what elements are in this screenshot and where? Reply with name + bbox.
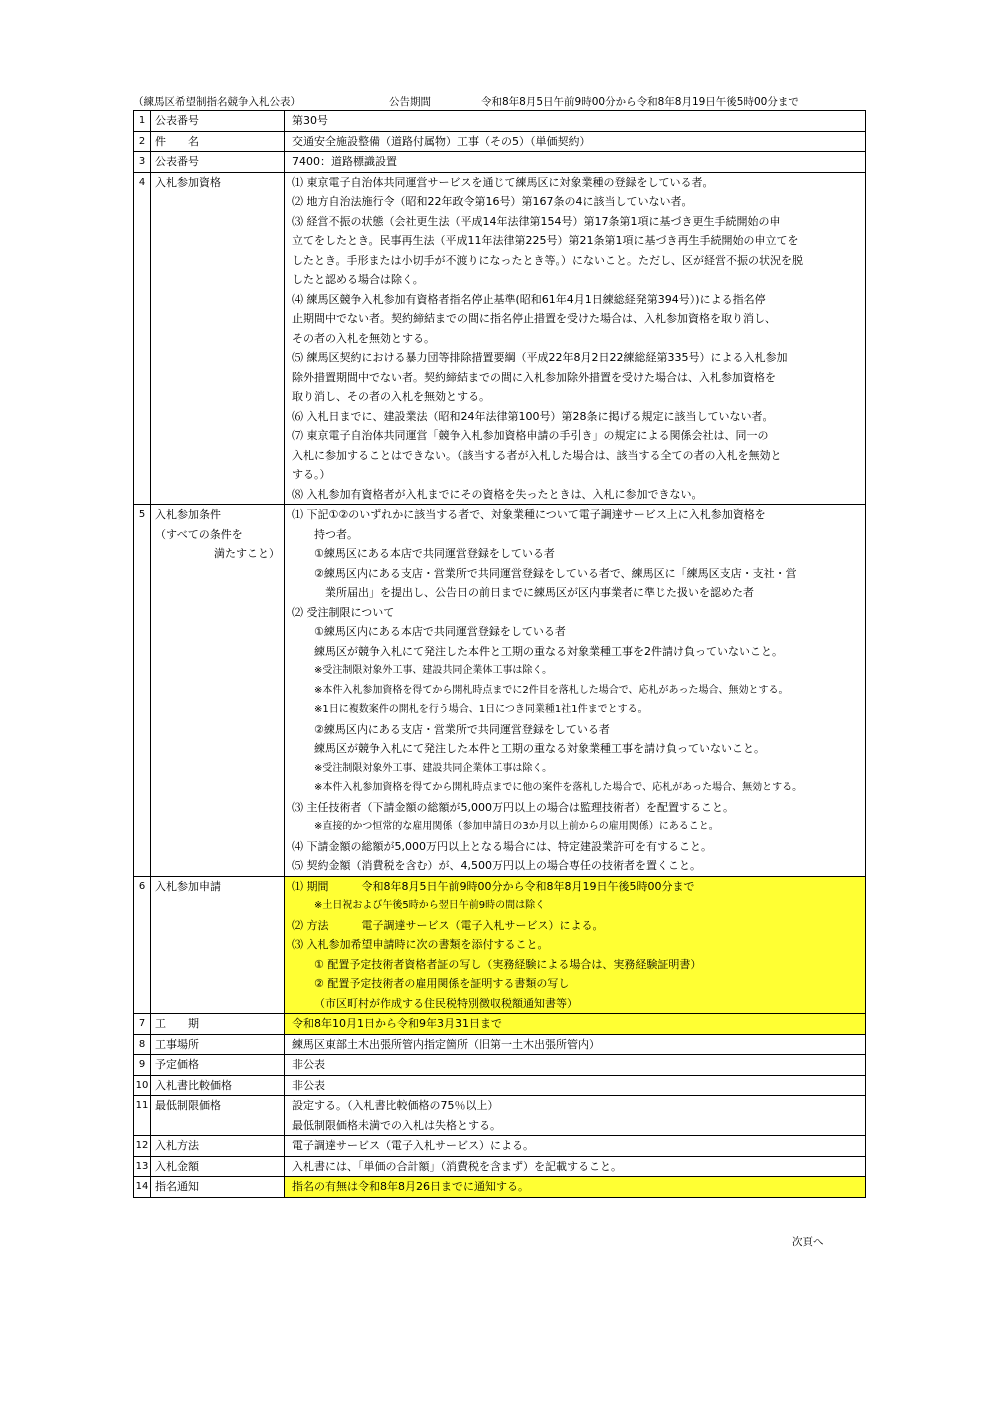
row-content [285, 505, 866, 877]
row-label-line: 指名通知 [155, 1180, 199, 1193]
row-label-line: 入札金額 [155, 1159, 199, 1173]
content-line: したとき。手形または小切手が不渡りになったとき等。）にないこと。ただし、区が経営不振の状況を脱 [292, 253, 804, 267]
row-number: 6 [134, 876, 151, 1014]
table-row [134, 131, 866, 152]
content-line: ※本件入札参加資格を得てから開札時点までに他の案件を落札した場合で、応札があった場合、無効とする。 [314, 782, 803, 793]
row-label-line: 公表番号 [155, 155, 199, 168]
row-label-line: 工 期 [155, 1017, 199, 1030]
bid-notice-table [133, 110, 866, 1198]
content-line: 練馬区東部土木出張所管内指定箇所（旧第一土木出張所管内） [292, 1037, 600, 1051]
row-label [151, 876, 285, 1014]
content-line: ⑷ 下請金額の総額が5,000万円以上となる場合には、特定建設業許可を有すること。 [292, 839, 712, 853]
content-line: 令和8年10月1日から令和9年3月31日まで [292, 1017, 502, 1030]
content-line: ⑸ 練馬区契約における暴力団等排除措置要綱（平成22年8月2日22練総経第335号）による入札参加 [292, 351, 788, 364]
content-line: ⑵ 方法 電子調達サービス（電子入札サービス）による。 [292, 918, 604, 932]
row-content [285, 111, 866, 132]
table-row [134, 1034, 866, 1055]
table-row [134, 1177, 866, 1198]
content-line: ⑻ 入札参加有資格者が入札までにその資格を失ったときは、入札に参加できない。 [292, 487, 703, 501]
content-line: 練馬区が競争入札にて発注した本件と工期の重なる対象業種工事を2件請け負っていないこと。 [314, 644, 783, 658]
content-line: ⑴ 期間 令和8年8月5日午前9時00分から令和8年8月19日午後5時00分まで [292, 879, 695, 893]
table-row [134, 1055, 866, 1076]
table-row [134, 1075, 866, 1096]
row-number: 3 [134, 152, 151, 173]
row-label [151, 1034, 285, 1055]
content-line: ①練馬区内にある本店で共同運営登録をしている者 [314, 625, 566, 638]
row-label [151, 131, 285, 152]
row-label-line: 最低制限価格 [155, 1099, 221, 1112]
content-line: ⑶ 主任技術者（下請金額の総額が5,000万円以上の場合は監理技術者）を配置すること。 [292, 800, 734, 814]
row-label-line: 入札参加資格 [155, 175, 221, 189]
content-line: する。） [292, 468, 331, 481]
row-label [151, 1156, 285, 1177]
row-content [285, 1096, 866, 1136]
row-label [151, 1096, 285, 1136]
row-content [285, 152, 866, 173]
row-content [285, 876, 866, 1014]
table-row [134, 172, 866, 505]
content-line: ⑶ 入札参加希望申請時に次の書類を添付すること。 [292, 938, 549, 951]
row-label-line: 満たすこと） [214, 547, 280, 560]
row-label-line: 件 名 [155, 134, 199, 148]
row-number: 8 [134, 1034, 151, 1055]
table-row [134, 1156, 866, 1177]
content-line: 練馬区が競争入札にて発注した本件と工期の重なる対象業種工事を請け負っていないこと。 [314, 742, 765, 755]
content-line: ⑺ 東京電子自治体共同運営「競争入札参加資格申請の手引き」の規定による関係会社は、同一の [292, 429, 769, 442]
table-row [134, 152, 866, 173]
document-header [133, 94, 866, 110]
document-title: （練馬区希望制指名競争入札公表） [133, 96, 301, 108]
content-line: 止期間中でない者。契約締結までの間に指名停止措置を受けた場合は、入札参加資格を取り消し、 [292, 312, 776, 325]
row-number: 10 [134, 1075, 151, 1096]
table-row [134, 876, 866, 1014]
row-label-line: （すべての条件を [155, 527, 243, 541]
row-label [151, 1177, 285, 1198]
row-label-line: 入札書比較価格 [155, 1078, 232, 1092]
row-content [285, 1034, 866, 1055]
content-line: ※土日祝および午後5時から翌日午前9時の間は除く [314, 900, 546, 911]
content-line: 除外措置期間中でない者。契約締結までの間に入札参加除外措置を受けた場合は、入札参加資格を [292, 370, 776, 384]
content-line: ⑴ 下記①②のいずれかに該当する者で、対象業種について電子調達サービス上に入札参加資格を [292, 508, 766, 521]
content-line: ⑹ 入札日までに、建設業法（昭和24年法律第100号）第28条に掲げる規定に該当していない者。 [292, 409, 774, 423]
row-content [285, 1156, 866, 1177]
row-label-line: 入札参加申請 [155, 879, 221, 893]
row-label [151, 1075, 285, 1096]
content-line: ② 配置予定技術者の雇用関係を証明する書類の写し [314, 977, 570, 990]
row-number: 12 [134, 1136, 151, 1157]
row-content [285, 1014, 866, 1035]
content-line: ⑷ 練馬区競争入札参加有資格者指名停止基準(昭和61年4月1日練総経発第394号）)による指名停 [292, 292, 766, 306]
row-content [285, 1177, 866, 1198]
content-line: ①練馬区にある本店で共同運営登録をしている者 [314, 547, 555, 560]
content-line: ②練馬区内にある支店・営業所で共同運営登録をしている者 [314, 722, 610, 736]
row-number: 4 [134, 172, 151, 505]
content-line: ⑵ 受注制限について [292, 605, 395, 619]
table-row [134, 1136, 866, 1157]
row-label [151, 1136, 285, 1157]
row-content [285, 172, 866, 505]
content-line: 立てをしたとき。民事再生法（平成11年法律第225号）第21条第1項に基づき再生手続開始の申立てを [292, 234, 799, 247]
table-row [134, 111, 866, 132]
table-row [134, 1096, 866, 1136]
row-number: 14 [134, 1177, 151, 1198]
row-number: 1 [134, 111, 151, 132]
content-line: ⑶ 経営不振の状態（会社更生法（平成14年法律第154号）第17条第1項に基づき更生手続開始の申 [292, 214, 781, 228]
content-line: 交通安全施設整備（道路付属物）工事（その5）（単価契約） [292, 134, 591, 148]
content-line: ① 配置予定技術者資格者証の写し（実務経験による場合は、実務経験証明書） [314, 957, 702, 971]
row-label-line: 予定価格 [155, 1058, 199, 1071]
row-number: 5 [134, 505, 151, 877]
content-line: ※受注制限対象外工事、建設共同企業体工事は除く。 [314, 665, 553, 676]
row-label [151, 505, 285, 877]
row-label-line: 入札方法 [155, 1139, 199, 1152]
row-number: 11 [134, 1096, 151, 1136]
row-label [151, 172, 285, 505]
content-line: ⑵ 地方自治法施行令（昭和22年政令第16号）第167条の4に該当していない者。 [292, 195, 693, 208]
row-label-line: 公表番号 [155, 114, 199, 127]
row-content [285, 1136, 866, 1157]
period-value: 令和8年8月5日午前9時00分から令和8年8月19日午後5時00分まで [481, 96, 799, 108]
row-number: 13 [134, 1156, 151, 1177]
content-line: ※受注制限対象外工事、建設共同企業体工事は除く。 [314, 762, 553, 774]
row-content [285, 131, 866, 152]
content-line: 入札書には、「単価の合計額」（消費税を含まず）を記載すること。 [292, 1159, 622, 1173]
content-line: 非公表 [292, 1078, 325, 1092]
row-number: 7 [134, 1014, 151, 1035]
content-line: 最低制限価格未満での入札は失格とする。 [292, 1118, 501, 1132]
content-line: （市区町村が作成する住民税特別徴収税額通知書等） [314, 996, 578, 1010]
row-label-line: 工事場所 [155, 1037, 199, 1051]
content-line: 第30号 [292, 114, 328, 127]
row-number: 9 [134, 1055, 151, 1076]
period-label: 公告期間 [389, 96, 431, 108]
row-content [285, 1055, 866, 1076]
content-line: 設定する。（入札書比較価格の75％以上） [292, 1099, 499, 1112]
row-content [285, 1075, 866, 1096]
content-line: 持つ者。 [314, 527, 358, 541]
row-label-line: 入札参加条件 [155, 508, 221, 521]
row-number: 2 [134, 131, 151, 152]
content-line: 業所届出」を提出し、公告日の前日までに練馬区が区内事業者に準じた扱いを認めた者 [325, 586, 754, 599]
content-line: 入札に参加することはできない。（該当する者が入札した場合は、該当する全ての者の入札を無効と [292, 448, 782, 462]
content-line: ⑴ 東京電子自治体共同運営サービスを通じて練馬区に対象業種の登録をしている者。 [292, 175, 714, 189]
content-line: その者の入札を無効とする。 [292, 331, 435, 345]
table-row [134, 1014, 866, 1035]
table-row [134, 505, 866, 877]
content-line: ※直接的かつ恒常的な雇用関係（参加申請日の3か月以上前からの雇用関係）にあること。 [314, 821, 719, 832]
content-line: 非公表 [292, 1058, 325, 1071]
next-page-note: 次頁へ [792, 1236, 824, 1248]
row-label [151, 1055, 285, 1076]
content-line: 電子調達サービス（電子入札サービス）による。 [292, 1139, 534, 1152]
content-line: ※1日に複数案件の開札を行う場合、1日につき同業種1社1件までとする。 [314, 704, 648, 715]
row-label [151, 152, 285, 173]
content-line: ※本件入札参加資格を得てから開札時点までに2件目を落札した場合で、応札があった場合、無効とする。 [314, 684, 789, 696]
content-line: したと認める場合は除く。 [292, 273, 424, 286]
content-line: ⑸ 契約金額（消費税を含む）が、4,500万円以上の場合専任の技術者を置くこと。 [292, 859, 701, 872]
row-label [151, 1014, 285, 1035]
content-line: ②練馬区内にある支店・営業所で共同運営登録をしている者で、練馬区に「練馬区支店・支社・営 [314, 566, 797, 580]
content-line: 7400：道路標識設置 [292, 155, 397, 168]
content-line: 指名の有無は令和8年8月26日までに通知する。 [292, 1180, 529, 1193]
content-line: 取り消し、その者の入札を無効とする。 [292, 390, 490, 403]
row-label [151, 111, 285, 132]
